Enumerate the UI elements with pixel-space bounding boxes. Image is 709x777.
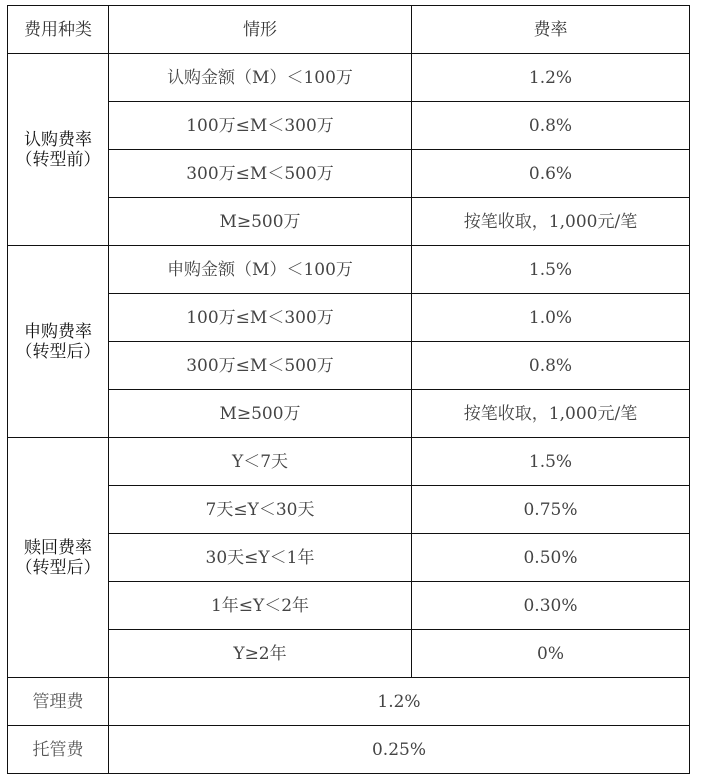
table-row [8, 198, 690, 246]
rate-cell: 1.5% [412, 438, 690, 486]
situation-cell: 1年≤Y＜2年 [109, 582, 412, 630]
table-row [8, 150, 690, 198]
rate-cell: 0.8% [412, 342, 690, 390]
table-row [8, 630, 690, 678]
situation-cell: Y≥2年 [109, 630, 412, 678]
situation-cell: 300万≤M＜500万 [109, 342, 412, 390]
category-label: 申购费率 [24, 321, 92, 342]
rate-cell: 1.2% [412, 54, 690, 102]
situation-cell: 认购金额（M）＜100万 [109, 54, 412, 102]
management-fee-row [8, 678, 690, 726]
category-redemption-post [8, 438, 109, 678]
rate-cell: 0% [412, 630, 690, 678]
header-situation: 情形 [109, 6, 412, 54]
situation-cell: 申购金额（M）＜100万 [109, 246, 412, 294]
category-sublabel: （转型后） [15, 341, 101, 362]
custody-fee-row [8, 726, 690, 774]
rate-cell: 0.6% [412, 150, 690, 198]
table-row [8, 54, 690, 102]
rate-cell: 1.5% [412, 246, 690, 294]
situation-cell: 100万≤M＜300万 [109, 102, 412, 150]
category-sublabel: （转型后） [15, 557, 101, 578]
situation-cell: 100万≤M＜300万 [109, 294, 412, 342]
situation-cell: M≥500万 [109, 198, 412, 246]
table-row [8, 534, 690, 582]
rate-cell: 0.75% [412, 486, 690, 534]
header-rate: 费率 [412, 6, 690, 54]
situation-cell: M≥500万 [109, 390, 412, 438]
situation-cell: 7天≤Y＜30天 [109, 486, 412, 534]
header-category: 费用种类 [8, 6, 109, 54]
rate-cell: 0.50% [412, 534, 690, 582]
situation-cell: 300万≤M＜500万 [109, 150, 412, 198]
table-row [8, 102, 690, 150]
management-fee-label: 管理费 [8, 678, 109, 726]
table-row [8, 246, 690, 294]
rate-cell: 0.30% [412, 582, 690, 630]
management-fee-rate: 1.2% [109, 678, 690, 726]
header-row [8, 6, 690, 54]
situation-cell: Y＜7天 [109, 438, 412, 486]
category-purchase-post [8, 246, 109, 438]
table-row [8, 390, 690, 438]
custody-fee-rate: 0.25% [109, 726, 690, 774]
category-sublabel: （转型前） [15, 149, 101, 170]
rate-cell: 按笔收取，1,000元/笔 [412, 198, 690, 246]
category-label: 赎回费率 [24, 537, 92, 558]
table-row [8, 342, 690, 390]
category-label: 认购费率 [24, 129, 92, 150]
rate-cell: 按笔收取，1,000元/笔 [412, 390, 690, 438]
custody-fee-label: 托管费 [8, 726, 109, 774]
rate-cell: 0.8% [412, 102, 690, 150]
rate-cell: 1.0% [412, 294, 690, 342]
situation-cell: 30天≤Y＜1年 [109, 534, 412, 582]
table-row [8, 294, 690, 342]
table-row [8, 486, 690, 534]
category-subscription-pre [8, 54, 109, 246]
table-row [8, 438, 690, 486]
fee-table [7, 5, 690, 774]
table-row [8, 582, 690, 630]
